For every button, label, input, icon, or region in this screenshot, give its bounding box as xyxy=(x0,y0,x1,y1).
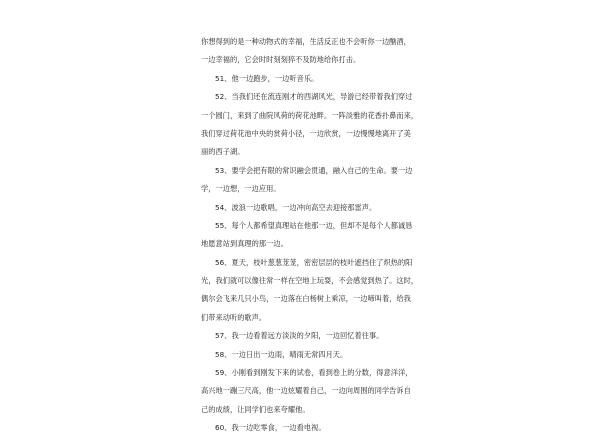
text-line: 地愿意站到真理的那一边。 xyxy=(201,239,288,249)
text-line: 偶尔会飞来几只小鸟，一边落在白杨树上乘凉，一边啼叫着，给我 xyxy=(201,294,411,304)
text-line: 们带来动听的歌声。 xyxy=(201,312,267,322)
document-body xyxy=(201,33,419,438)
text-line: 高兴地一蹦三尺高，他一边炫耀着自己，一边向周围的同学告诉自 xyxy=(201,386,411,396)
text-line: 60、我一边吃零食，一边看电视。 xyxy=(215,423,326,433)
text-line: 58、一边日出一边雨，晴雨无常四月天。 xyxy=(215,349,348,359)
text-line: 学，一边想，一边应用。 xyxy=(201,184,281,194)
text-line: 我们穿过荷花池中央的赏荷小径，一边欣赏，一边慢慢地离开了美 xyxy=(201,128,411,138)
text-line: 54、波浪一边歌唱，一边冲向高空去迎接那雷声。 xyxy=(215,202,377,212)
text-line: 光，我们就可以像往常一样在空地上玩耍，不会感觉到热了。这时， xyxy=(201,276,419,286)
text-line: 你想得到的是一种动物式的幸福，生活反正也不会听你一边酗酒， xyxy=(201,37,411,46)
text-line: 52、当我们还在流连刚才的西湖风光，导游已经带着我们穿过 xyxy=(215,92,413,102)
text-line: 57、我一边看着远方淡淡的夕阳，一边回忆着往事。 xyxy=(215,331,384,341)
text-line: 55、每个人都希望真理站在他那一边，但却不是每个人都诚恳 xyxy=(215,220,413,230)
text-line: 59、小刚看到刚发下来的试卷，看到卷上的分数，得意洋洋， xyxy=(215,368,413,378)
text-line: 一边幸福的，它会时时刻刻猝不及防地给你打击。 xyxy=(201,55,361,65)
text-line: 丽的西子湖。 xyxy=(201,147,245,157)
text-line: 一个圆门，来到了曲院风荷的荷花池畔。一阵淡雅的花香扑鼻而来， xyxy=(201,110,419,120)
text-line: 53、要学会把有限的常识融会贯通，融入自己的生命。要一边 xyxy=(215,165,413,175)
text-line: 56、夏天，枝叶葱葱茏茏，密密层层的枝叶遮挡住了炽热的阳 xyxy=(215,257,413,267)
text-line: 51、他一边跑步，一边听音乐。 xyxy=(215,73,319,83)
text-line: 己的成绩，让同学们也来夸耀他。 xyxy=(201,404,310,414)
